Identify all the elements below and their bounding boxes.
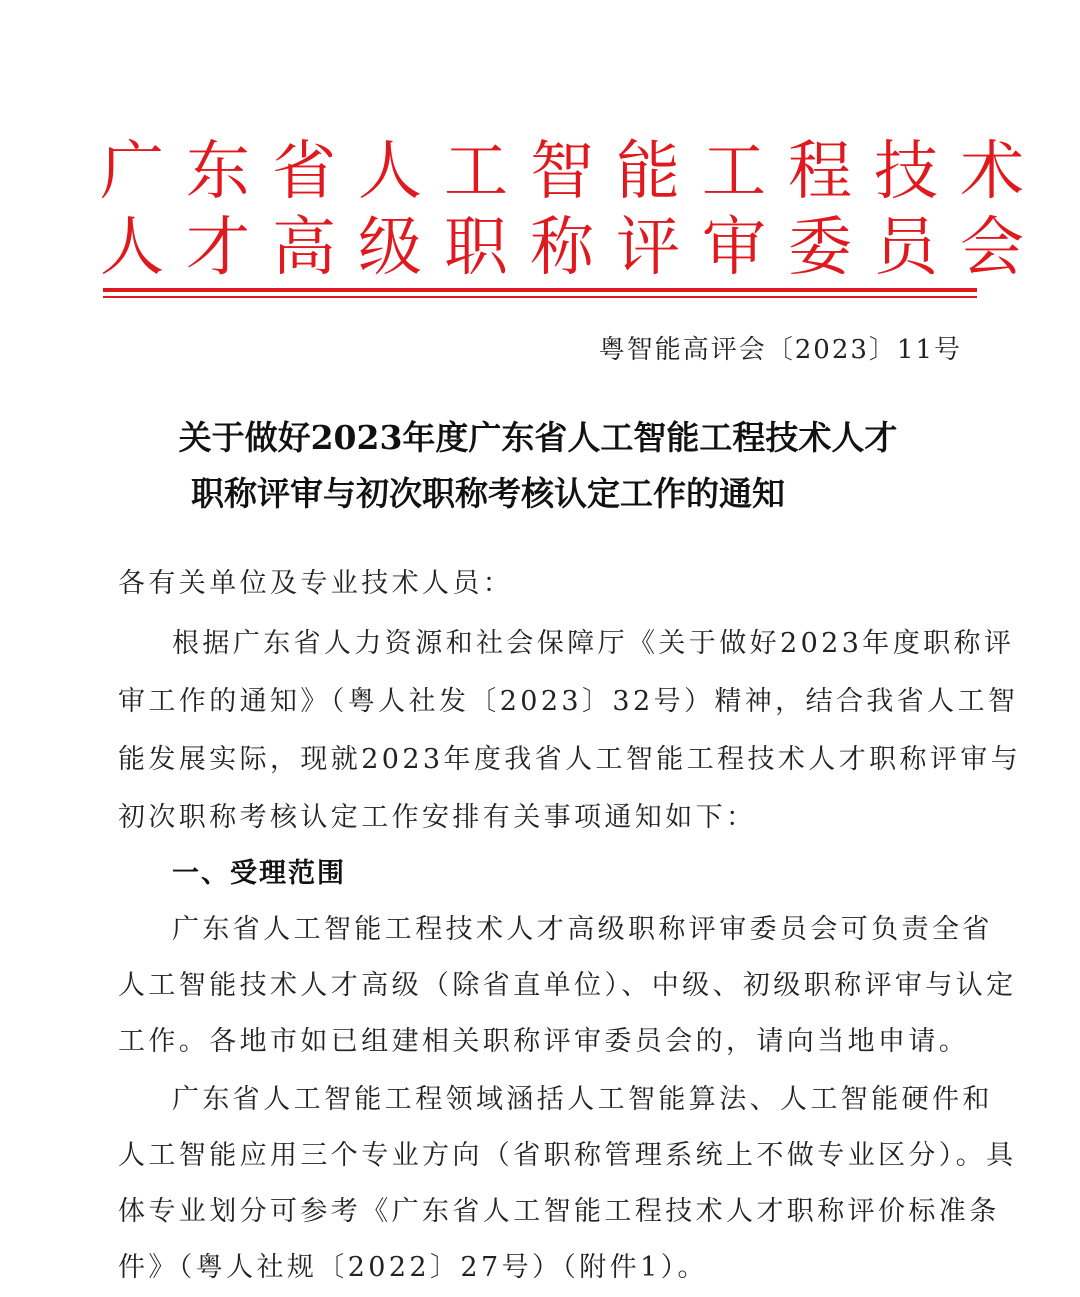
paragraph-2-line: 工作。各地市如已组建相关职称评审委员会的，请向当地申请。 — [118, 1026, 970, 1057]
document-number: 粤智能高评会〔2023〕11号 — [598, 335, 962, 365]
red-divider-thin — [103, 296, 977, 298]
paragraph-3-line: 件》（粤人社规〔2022〕27号）（附件1）。 — [118, 1252, 708, 1283]
paragraph-1-line: 根据广东省人力资源和社会保障厅《关于做好2023年度职称评 — [172, 628, 1015, 659]
header-title-line-1: 广东省人工智能工程技术 — [100, 135, 1046, 209]
section-1-heading: 一、受理范围 — [172, 858, 346, 889]
paragraph-1-line: 初次职称考核认定工作安排有关事项通知如下： — [118, 802, 757, 833]
notice-title-line-1: 关于做好2023年度广东省人工智能工程技术人才 — [178, 418, 898, 457]
paragraph-2-line: 人工智能技术人才高级（除省直单位）、中级、初级职称评审与认定 — [118, 970, 1017, 1001]
header-title-line-2: 人才高级职称评审委员会 — [100, 211, 1046, 285]
paragraph-1-line: 审工作的通知》（粤人社发〔2023〕32号）精神，结合我省人工智 — [118, 686, 1019, 717]
paragraph-1-line: 能发展实际，现就2023年度我省人工智能工程技术人才职称评审与 — [118, 744, 1022, 775]
paragraph-3-line: 广东省人工智能工程领域涵括人工智能算法、人工智能硬件和 — [172, 1084, 993, 1115]
notice-title-line-2: 职称评审与初次职称考核认定工作的通知 — [191, 474, 785, 513]
paragraph-3-line: 体专业划分可参考《广东省人工智能工程技术人才职称评价标准条 — [118, 1196, 1000, 1227]
paragraph-2-line: 广东省人工智能工程技术人才高级职称评审委员会可负责全省 — [172, 914, 993, 945]
red-divider-thick — [103, 288, 977, 292]
paragraph-3-line: 人工智能应用三个专业方向（省职称管理系统上不做专业区分）。具 — [118, 1140, 1017, 1171]
salutation: 各有关单位及专业技术人员： — [118, 568, 514, 599]
